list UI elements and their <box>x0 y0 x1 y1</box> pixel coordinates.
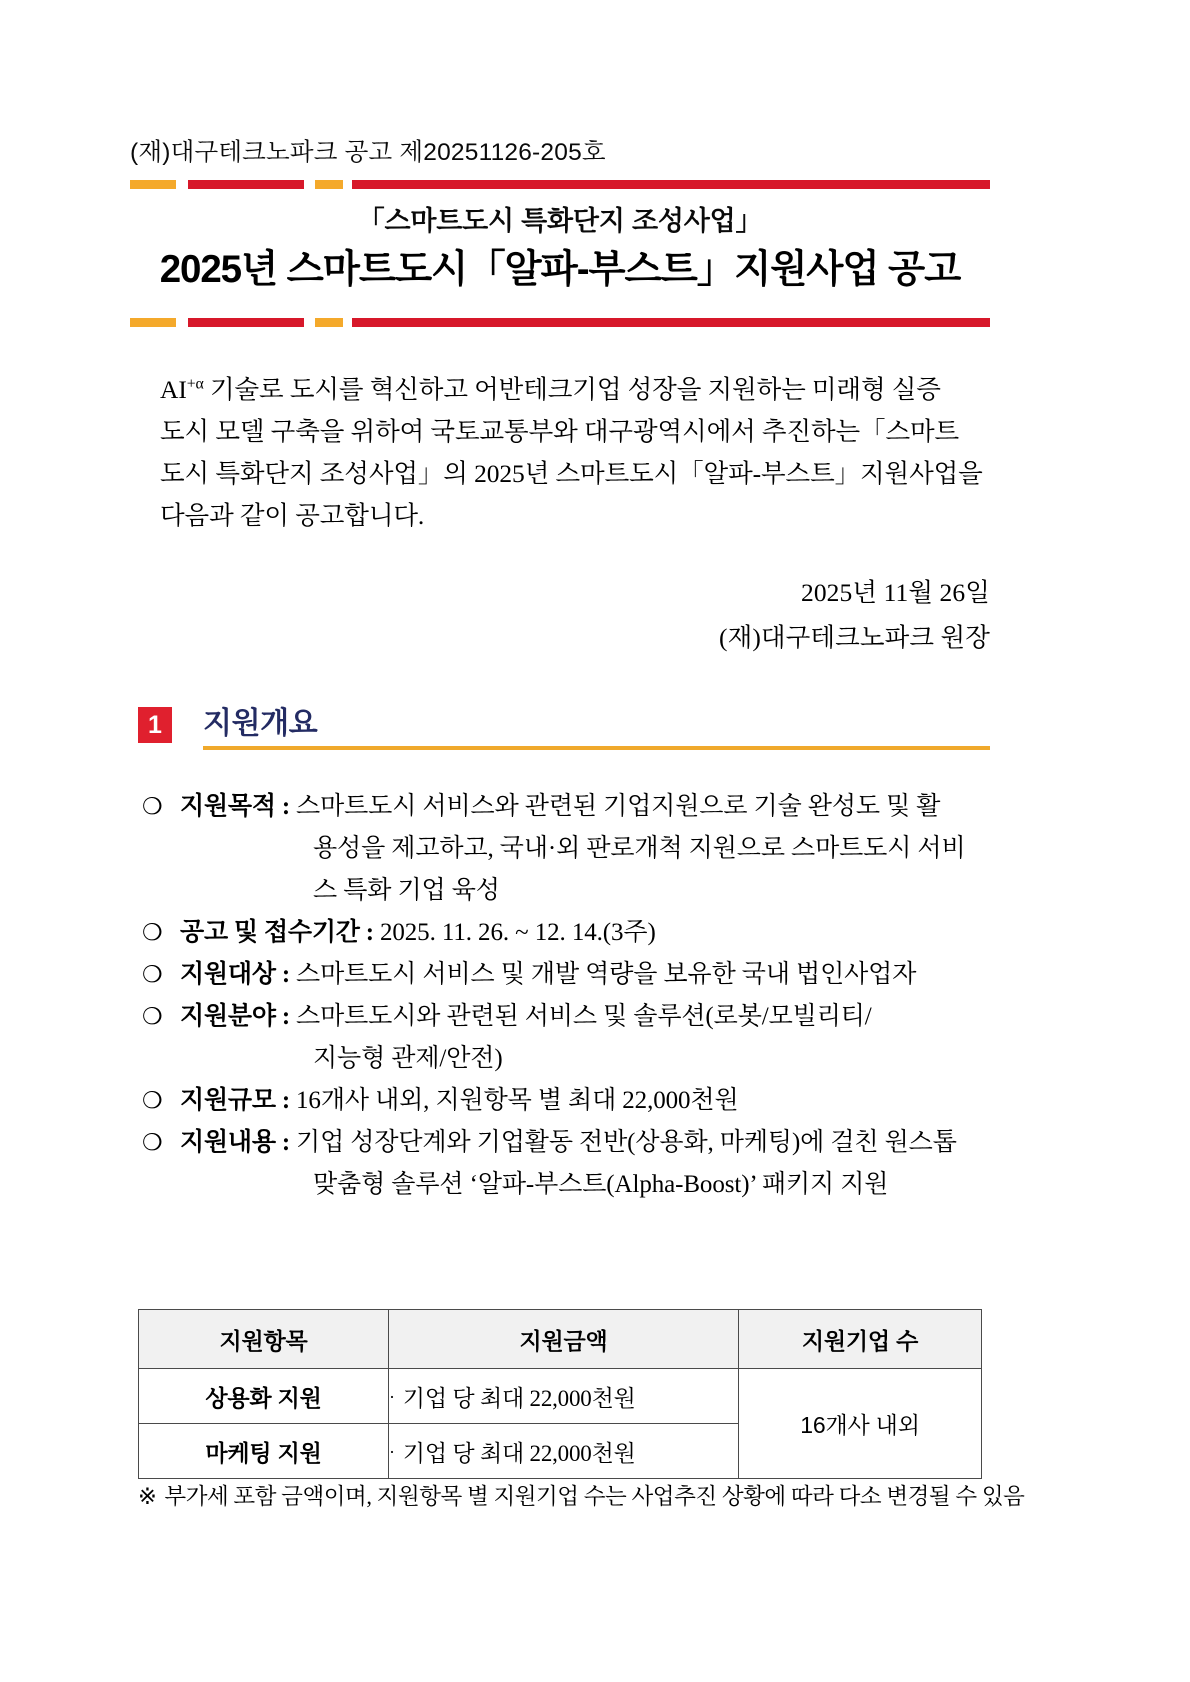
list-item <box>142 996 990 1080</box>
bullet-label: 지원내용 : <box>180 1129 297 1156</box>
list-item <box>142 954 990 996</box>
issue-date: 2025년 11월 26일 <box>800 578 990 607</box>
deco-gap-3 <box>343 180 352 189</box>
support-table-wrapper <box>138 1309 981 1479</box>
section-title: 지원개요 <box>203 707 318 740</box>
list-item <box>142 1080 990 1122</box>
cell-support-amount <box>389 1369 739 1424</box>
deco-segment-orange-1 <box>130 180 176 189</box>
list-item <box>142 786 990 912</box>
bullet-label: 지원분야 : <box>180 1003 297 1030</box>
deco-gap-6 <box>343 318 352 327</box>
title-block <box>130 205 990 295</box>
bullet-marker-icon: ❍ <box>142 1088 163 1114</box>
bullet-continuation: 스 특화 기업 육성 <box>313 877 500 904</box>
bullet-label: 지원대상 : <box>180 961 297 988</box>
cell-support-amount <box>389 1424 739 1479</box>
bullet-marker-icon: ❍ <box>142 1130 163 1156</box>
page-title: 2025년 스마트도시「알파-부스트」지원사업 공고 <box>159 247 961 291</box>
issuer-name: (재)대구테크노파크 원장 <box>719 623 990 652</box>
intro-ai-prefix: AI <box>160 375 187 404</box>
decorative-rule-top <box>130 180 990 189</box>
support-table <box>138 1309 982 1479</box>
bullet-marker-icon: ❍ <box>142 962 163 988</box>
table-footnote <box>138 1479 1025 1515</box>
intro-line-2: 도시 모델 구축을 위하여 국토교통부와 대구광역시에서 추진하는「스마트 <box>160 417 960 446</box>
intro-superscript: +α <box>186 375 204 393</box>
bullet-body: 2025. 11. 26. ~ 12. 14.(3주) <box>379 919 656 946</box>
table-header-row <box>139 1310 982 1369</box>
bullet-continuation: 맞춤형 솔루션 ‘알파-부스트(Alpha-Boost)’ 패키지 지원 <box>313 1171 889 1198</box>
section-number-badge: 1 <box>138 707 172 743</box>
footnote-text: 부가세 포함 금액이며, 지원항목 별 지원기업 수는 사업추진 상황에 따라 다소 변경될 수 있음 <box>164 1484 1025 1509</box>
deco-segment-orange-3 <box>130 318 176 327</box>
deco-segment-red-1 <box>188 180 304 189</box>
amount-text: 기업 당 최대 22,000천원 <box>402 1385 636 1411</box>
bullet-marker-icon: ❍ <box>142 1004 163 1030</box>
intro-line-1-rest: 기술로 도시를 혁신하고 어반테크기업 성장을 지원하는 미래형 실증 <box>203 375 941 404</box>
section-underline <box>203 746 990 750</box>
column-header-amount: 지원금액 <box>389 1310 739 1369</box>
column-header-item: 지원항목 <box>139 1310 389 1369</box>
deco-gap-2 <box>304 180 315 189</box>
decorative-rule-bottom <box>130 318 990 327</box>
signature-block <box>130 570 990 660</box>
list-item <box>142 1122 990 1206</box>
bullet-label: 공고 및 접수기간 : <box>180 919 380 946</box>
column-header-count: 지원기업 수 <box>739 1310 982 1369</box>
deco-segment-orange-4 <box>315 318 343 327</box>
intro-line-4: 다음과 같이 공고합니다. <box>160 501 425 530</box>
bullet-continuation: 지능형 관제/안전) <box>313 1045 503 1072</box>
bullet-body: 16개사 내외, 지원항목 별 최대 22,000천원 <box>296 1087 739 1114</box>
deco-segment-red-3 <box>188 318 304 327</box>
amount-bullet-icon: · <box>389 1386 395 1407</box>
bullet-marker-icon: ❍ <box>142 794 163 820</box>
bullet-body: 기업 성장단계와 기업활동 전반(상용화, 마케팅)에 걸친 원스톱 <box>296 1129 957 1156</box>
intro-line-3: 도시 특화단지 조성사업」의 2025년 스마트도시「알파-부스트」지원사업을 <box>160 459 983 488</box>
cell-support-item: 마케팅 지원 <box>139 1424 389 1479</box>
bullet-body: 스마트도시와 관련된 서비스 및 솔루션(로봇/모빌리티/ <box>296 1003 872 1030</box>
bullet-marker-icon: ❍ <box>142 920 163 946</box>
bullet-body: 스마트도시 서비스 및 개발 역량을 보유한 국내 법인사업자 <box>296 961 917 988</box>
deco-segment-red-2 <box>352 180 990 189</box>
intro-line-1 <box>130 369 990 411</box>
bullet-body: 스마트도시 서비스와 관련된 기업지원으로 기술 완성도 및 활 <box>296 793 941 820</box>
deco-gap-1 <box>176 180 188 189</box>
overview-bullet-list <box>142 786 990 1206</box>
amount-text: 기업 당 최대 22,000천원 <box>402 1440 636 1466</box>
bullet-label: 지원규모 : <box>180 1087 297 1114</box>
bullet-continuation: 용성을 제고하고, 국내·외 판로개척 지원으로 스마트도시 서비 <box>313 835 966 862</box>
cell-support-item: 상용화 지원 <box>139 1369 389 1424</box>
deco-gap-4 <box>176 318 188 327</box>
cell-company-count: 16개사 내외 <box>739 1369 982 1479</box>
deco-gap-5 <box>304 318 315 327</box>
amount-bullet-icon: · <box>389 1441 395 1462</box>
deco-segment-red-4 <box>352 318 990 327</box>
intro-paragraph <box>130 369 990 537</box>
bullet-label: 지원목적 : <box>180 793 297 820</box>
deco-segment-orange-2 <box>315 180 343 189</box>
footnote-marker-icon: ※ <box>138 1484 157 1509</box>
list-item <box>142 912 990 954</box>
table-row <box>139 1369 982 1424</box>
notice-number: (재)대구테크노파크 공고 제20251126-205호 <box>130 139 606 166</box>
section-heading <box>130 705 990 753</box>
subtitle: 「스마트도시 특화단지 조성사업」 <box>357 206 763 236</box>
